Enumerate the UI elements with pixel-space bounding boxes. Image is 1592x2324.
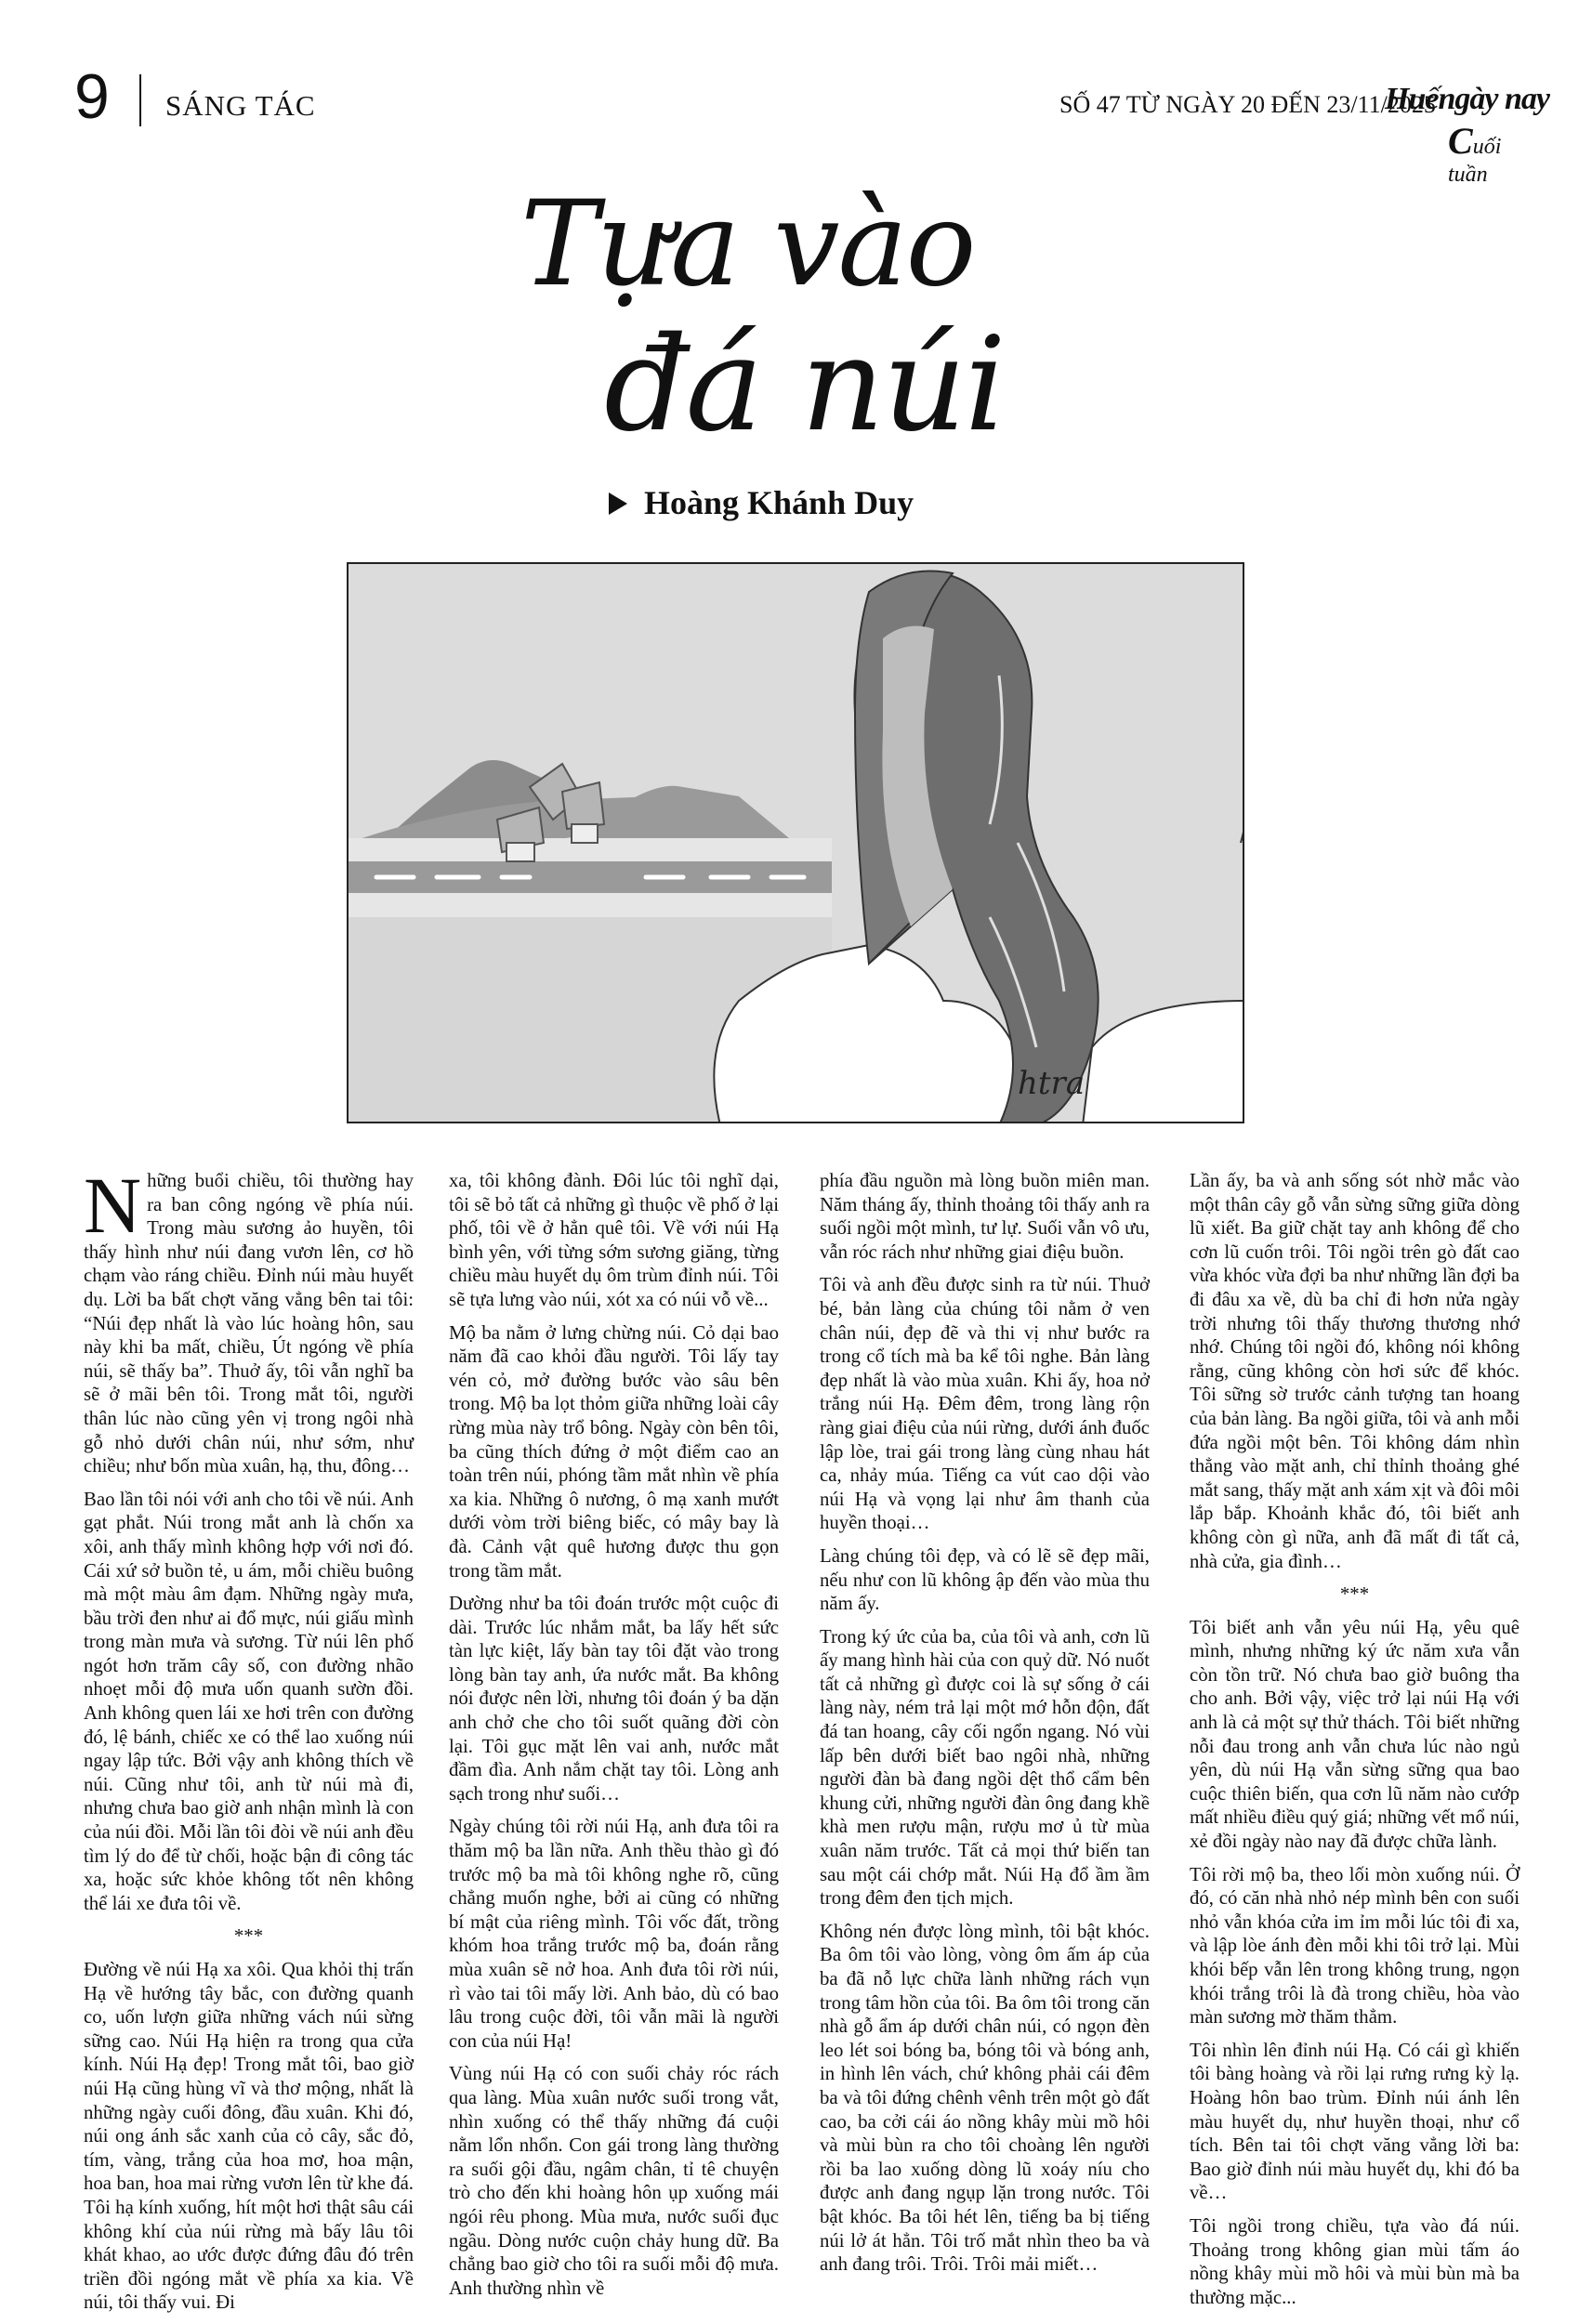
paragraph: Tôi ngồi trong chiều, tựa vào đá núi. Thoảng trong không gian mùi tấm áo nồng khây mùi mồ hôi và mùi bùn mà ba thường mặc...	[1190, 2214, 1520, 2308]
illustration-drawing	[349, 564, 1244, 1123]
paragraph: Vùng núi Hạ có con suối chảy róc rách qua làng. Mùa xuân nước suối trong vắt, nhìn xuống có thể thấy những đá cuội nằm lổn nhổn. Con gái trong làng thường ra suối gội đầu, ngâm chân, tỉ tê chuyện trò cho đến khi hoàng hôn ụp xuống mái ngói rêu phong. Mùa mưa, nước suối đục ngầu. Dòng nước cuộn chảy hung dữ. Ba chẳng bao giờ cho tôi ra suối mỗi độ mưa. Anh thường nhìn về	[449, 2063, 779, 2299]
author-byline	[609, 483, 914, 522]
paragraph: Tôi biết anh vẫn yêu núi Hạ, yêu quê mình, nhưng những ký ức năm xưa vẫn còn tồn trữ. Nó chưa bao giờ buông tha cho anh. Bởi vậy, việc trở lại núi Hạ với anh là cả một sự thử thách. Tôi biết những nỗi đau trong anh vẫn chưa lúc nào ngủ yên, dù núi Hạ vẫn sừng sững qua bao cuộc thiên biến, qua cơn lũ năm nào cướp mất nhiều điều quý giá; những vết mổ núi, xẻ đồi ngày nào nay đã được chữa lành.	[1190, 1616, 1520, 1853]
paragraph: Dường như ba tôi đoán trước một cuộc đi dài. Trước lúc nhắm mắt, ba lấy hết sức tàn lực kiệt, lấy bàn tay tôi đặt vào trong lòng bàn tay anh, ứa nước mắt. Ba không nói được nên lời, nhưng tôi đoán ý ba dặn anh chở che cho tôi suốt quãng đời còn lại. Tôi gục mặt lên vai anh, nước mắt đầm đìa. Anh nắm chặt tay tôi. Lòng anh sạch trong như suối…	[449, 1593, 779, 1805]
publication-logo: Huếngày nay	[1385, 82, 1549, 116]
paragraph: phía đầu nguồn mà lòng buồn miên man. Năm tháng ấy, thỉnh thoảng tôi thấy anh ra suối ngồi một mình, tư lự. Suối vẫn vô ưu, vẫn róc rách như những giai điệu buồn.	[820, 1170, 1150, 1263]
paragraph: Mộ ba nằm ở lưng chừng núi. Cỏ dại bao năm đã cao khỏi đầu người. Tôi lấy tay vén cỏ, mở đường bước vào sâu bên trong. Mộ ba lọt thỏm giữa những loài cây rừng mùa này trổ bông. Ngày còn bên tôi, ba cũng thích đứng ở một điểm cao an toàn trên núi, phóng tầm mắt nhìn về phía xa kia. Những ô nương, ô mạ xanh mướt dưới vòm trời biêng biếc, có mây bay là đà. Cảnh vật quê hương được thu gọn trong tầm mắt.	[449, 1321, 779, 1582]
section-label: SÁNG TÁC	[165, 89, 316, 122]
paragraph: Đường về núi Hạ xa xôi. Qua khỏi thị trấn Hạ về hướng tây bắc, con đường quanh co, uốn lượn giữa những vách núi sừng sững cao. Núi Hạ hiện ra trong qua cửa kính. Núi Hạ đẹp! Trong mắt tôi, bao giờ núi Hạ cũng hùng vĩ và thơ mộng, nhất là những ngày cuối đông, đầu xuân. Khi đó, núi ong ánh sắc xanh của cỏ cây, sắc đỏ, tím, vàng, trắng của hoa mơ, hoa mận, hoa ban, hoa mai rừng vươn lên từ khe đá. Tôi hạ kính xuống, hít một hơi thật sâu cái không khí của núi rừng mà bấy lâu tôi khát khao, ao ước được đứng đâu đó trên triền đồi ngóng mắt về phía xa kia. Về núi, tôi thấy vui. Đi	[84, 1959, 414, 2314]
paragraph: Tôi nhìn lên đỉnh núi Hạ. Có cái gì khiến tôi bàng hoàng và rồi lại rưng rưng kỳ lạ. Hoàng hôn bao trùm. Đỉnh núi ánh lên màu huyết dụ, như huyền thoại, như cổ tích. Bên tai tôi chợt văng vẳng lời ba: Bao giờ đỉnh núi màu huyết dụ, khi đó ba về…	[1190, 2039, 1520, 2204]
edition-initial: C	[1448, 120, 1473, 162]
paragraph-text: hững buổi chiều, tôi thường hay ra ban công ngóng về phía núi. Trong màu sương ảo huyền, tôi thấy hình như núi đang vươn lên, cơ hồ chạm vào ráng chiều. Đỉnh núi màu huyết dụ. Lời ba bất chợt văng vẳng bên tai tôi: “Núi đẹp nhất là vào lúc hoàng hôn, sau này khi ba mất, chiều, Út ngóng về phía núi, sẽ thấy ba”. Thuở ấy, tôi vẫn nghĩ ba sẽ ở mãi bên tôi. Trong mắt tôi, người thân lúc nào cũng yên vị trong ngôi nhà gỗ nhỏ dưới chân núi, như sớm, như chiều; như bốn mùa xuân, hạ, thu, đông…	[84, 1170, 414, 1477]
paragraph: Tôi rời mộ ba, theo lối mòn xuống núi. Ở đó, có căn nhà nhỏ nép mình bên con suối nhỏ vẫn khóa cửa im ỉm mỗi lúc tôi đi xa, và lập lòe ánh đèn mỗi khi tôi trở lại. Mùi khói bếp vẫn lên trong không trung, ngọn khói trắng trôi là đà trong chiều, hòa vào màn sương mờ thăm thẳm.	[1190, 1863, 1520, 2029]
paragraph: Bao lần tôi nói với anh cho tôi về núi. Anh gạt phắt. Núi trong mắt anh là chốn xa xôi, anh thấy mình không hợp với nơi đó. Cái xứ sở buồn tẻ, u ám, mỗi chiều buông mà một màu âm đạm. Những ngày mưa, bầu trời đen như ai đổ mực, núi giấu mình trong màn mưa và sương. Từ núi lên phố ngót hơn trăm cây số, con đường nhão nhoẹt mỗi độ mưa uốn quanh sườn đồi. Anh không quen lái xe hơi trên con đường đó, lệ bánh, chiếc xe có thể lao xuống núi ngay lập tức. Bởi vậy anh không thích về núi. Cũng như tôi, anh từ núi mà đi, nhưng chưa bao giờ anh nhận mình là con của núi đồi. Mỗi lần tôi đòi về núi anh đều tìm lý do để từ chối, hoặc bận đi công tác xa, hoặc sức khỏe không tốt nên không thể lái xe đưa tôi về.	[84, 1488, 414, 1914]
paragraph: Ngày chúng tôi rời núi Hạ, anh đưa tôi ra thăm mộ ba lần nữa. Anh thều thào gì đó trước mộ ba mà tôi không nghe rõ, cũng chẳng muốn nghe, bởi ai cũng có những bí mật của riêng mình. Tôi vốc đất, trồng khóm hoa trắng trước mộ ba, đoán rằng mùa xuân sẽ nở hoa. Anh đưa tôi rời núi, rì vào tai tôi mấy lời. Anh bảo, dù có bao lâu trong cuộc đời, tôi vẫn mãi là người con của núi Hạ!	[449, 1816, 779, 2052]
article-column-3	[820, 1169, 1150, 2286]
article-column-1	[84, 1161, 414, 2324]
paragraph: Tôi và anh đều được sinh ra từ núi. Thuở bé, bản làng của chúng tôi nằm ở ven chân núi, đẹp đẽ và thi vị như bước ra trong cổ tích mà ba kể tôi nghe. Bản làng đẹp nhất là vào mùa xuân. Khi ấy, hoa nở trắng núi Hạ. Đêm đêm, trong làng rộn ràng giai điệu của núi rừng, dưới ánh đuốc lập lòe, trai gái trong làng cùng nhau hát ca, nhảy múa. Tiếng ca vút cao dội vào núi Hạ và vọng lại như âm thanh của huyền thoại…	[820, 1274, 1150, 1534]
issue-info: SỐ 47 TỪ NGÀY 20 ĐẾN 23/11/2025	[1059, 91, 1436, 118]
header-separator	[139, 74, 141, 126]
section-break: ***	[233, 1925, 264, 1948]
article-title-line1: Tựa vào	[520, 176, 975, 312]
triangle-bullet-icon	[609, 492, 627, 515]
paragraph: Không nén được lòng mình, tôi bật khóc. Ba ôm tôi vào lòng, vòng ôm ấm áp của ba đã nỗ lực chữa lành những rách vụn trong tâm hồn của tôi. Ba ôm tôi trong căn nhà gỗ ẩm áp dưới chân núi, có ngọn đèn leo lét soi bóng ba, bóng tôi và bóng anh, in hình lên vách, chứ không phải cái đêm ba và tôi đứng chênh vênh trên một gò đất cao, ba cởi cái áo nồng khây mùi mồ hôi và mùi bùn ra cho tôi choàng lên người rồi ba lao xuống dòng lũ xoáy níu cho được anh đang ngụp lặn trong nước. Tôi bật khóc. Ba tôi hét lên, tiếng ba bị tiếng núi lở át hẳn. Tôi trố mắt nhìn theo ba và anh đang trôi. Trôi. Trôi mải miết…	[820, 1920, 1150, 2276]
edition-rest: uối tuần	[1448, 135, 1502, 187]
page-number: 9	[74, 61, 110, 132]
paragraph: Lần ấy, ba và anh sống sót nhờ mắc vào một thân cây gỗ vẫn sừng sững giữa dòng lũ xiết. Ba giữ chặt tay anh không để cho cơn lũ cuốn trôi. Tôi ngồi trên gò đất cao vừa khóc vừa đợi ba như những lần đợi ba đi đâu xa về, dù ba chỉ đi hơn nửa ngày trời nhưng tôi thấy thương thương nhớ nhớ. Chúng tôi ngồi đó, không nói không rằng, cũng không còn hơi sức để khóc. Tôi sững sờ trước cảnh tượng tan hoang của bản làng. Ba ngồi giữa, tôi và anh mỗi đứa ngồi một bên. Tôi không dám nhìn thẳng vào mặt anh, chỉ thỉnh thoảng ghé mắt sang, thấy mặt anh xám xịt và đôi môi lắp bắp. Khoảnh khắc đó, tôi biết anh không còn gì nữa, anh đã mất đi tất cả, nhà cửa, gia đình…	[1190, 1170, 1520, 1572]
page-header	[74, 58, 1549, 187]
paragraph: Làng chúng tôi đẹp, và có lẽ sẽ đẹp mãi, nếu như con lũ không ập đến vào mùa thu năm ấy.	[820, 1544, 1150, 1615]
paragraph: xa, tôi không đành. Đôi lúc tôi nghĩ dại, tôi sẽ bỏ tất cả những gì thuộc về phố ở lại phố, tôi về ở hẳn quê tôi. Về với núi Hạ bình yên, với từng sớm sương giăng, từng chiều màu huyết dụ ôm trùm đỉnh núi. Tôi sẽ tựa lưng vào núi, xót xa có núi vỗ về...	[449, 1170, 779, 1310]
article-column-2	[449, 1169, 779, 2309]
author-name: Hoàng Khánh Duy	[644, 484, 914, 521]
section-break: ***	[1339, 1583, 1370, 1606]
article-illustration	[347, 562, 1244, 1123]
article-title-line2: đá núi	[604, 309, 1005, 461]
article-column-4	[1190, 1169, 1520, 2318]
illustration-signature: htra	[1018, 1065, 1085, 1102]
paragraph	[84, 1161, 414, 1478]
publication-edition	[1448, 119, 1524, 188]
drop-cap: N	[84, 1161, 142, 1250]
paragraph: Trong ký ức của ba, của tôi và anh, cơn lũ ấy mang hình hài của con quỷ dữ. Nó nuốt tất cả những gì được coi là sự sống ở cái làng này, ném trả lại một mớ hỗn độn, đất đá tan hoang, cây cối ngổn ngang. Nó vùi lấp bên dưới biết bao ngôi nhà, những người đàn bà đang ngồi dệt thổ cẩm bên khung cửi, những người đàn ông đang khề khà men rượu mận, rượu mơ ủ từ mùa xuân năm trước. Tất cả mọi thứ biến tan sau một cái chớp mắt. Núi Hạ đổ ầm ầm trong đêm đen tịch mịch.	[820, 1625, 1150, 1910]
